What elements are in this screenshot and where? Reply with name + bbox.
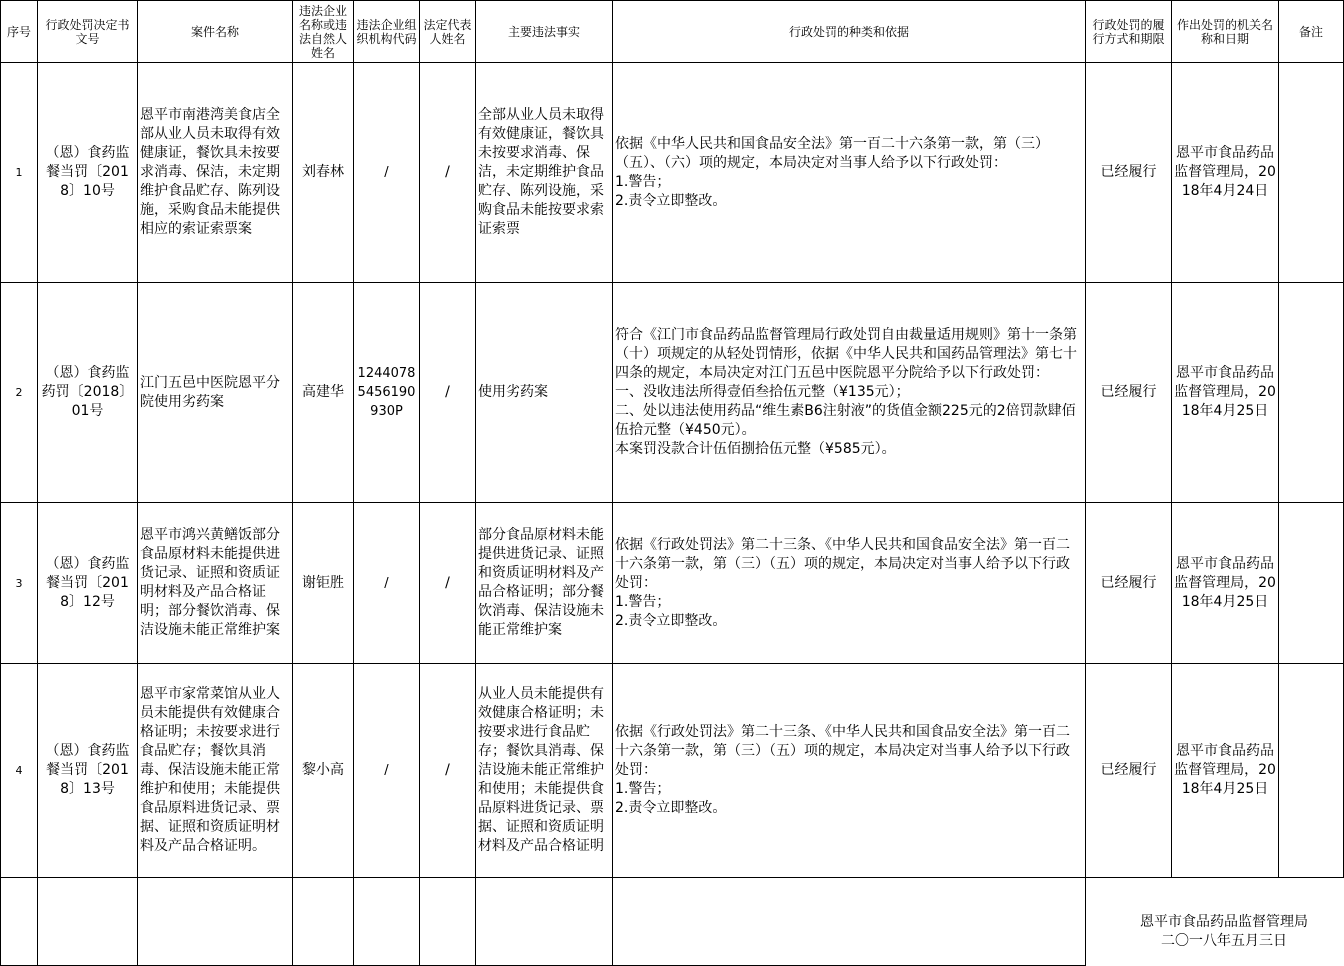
header-penalty: 行政处罚的种类和依据 — [613, 1, 1086, 63]
cell-legal-rep: / — [420, 664, 476, 878]
cell-org-code: 12440785456190930P — [354, 283, 420, 503]
cell-case-name: 恩平市家常菜馆从业人员未能提供有效健康合格证明；未按要求进行食品贮存；餐饮具消毒、保洁设施未能正常维护和使用；未能提供食品原料进货记录、票据、证照和资质证明材料及产品合格证明。 — [138, 664, 293, 878]
cell-seq: 4 — [1, 664, 38, 878]
header-remark: 备注 — [1279, 1, 1344, 63]
cell-legal-rep: / — [420, 283, 476, 503]
header-execution: 行政处罚的履行方式和期限 — [1086, 1, 1172, 63]
cell-party: 高建华 — [293, 283, 354, 503]
blank-cell — [613, 878, 1086, 966]
cell-penalty: 依据《行政处罚法》第二十三条、《中华人民共和国食品安全法》第一百二十六条第一款，第（三）（五）项的规定，本局决定对当事人给予以下行政处罚： 1.警告； 2.责令立即整改。 — [613, 503, 1086, 664]
header-org-code: 违法企业组织机构代码 — [354, 1, 420, 63]
cell-authority: 恩平市食品药品监督管理局，2018年4月25日 — [1172, 283, 1279, 503]
cell-doc-no: （恩）食药监餐当罚〔2018〕13号 — [38, 664, 138, 878]
cell-remark — [1279, 283, 1344, 503]
cell-seq: 2 — [1, 283, 38, 503]
cell-party: 刘春林 — [293, 63, 354, 283]
blank-cell — [476, 878, 613, 966]
cell-legal-rep: / — [420, 503, 476, 664]
blank-cell — [354, 878, 420, 966]
header-doc-no: 行政处罚决定书文号 — [38, 1, 138, 63]
blank-cell — [1, 878, 38, 966]
blank-cell — [38, 878, 138, 966]
table-row — [1, 503, 1344, 664]
cell-party: 黎小高 — [293, 664, 354, 878]
footer-issuer: 恩平市食品药品监督管理局 — [1140, 914, 1308, 930]
cell-facts: 部分食品原材料未能提供进货记录、证照和资质证明材料及产品合格证明；部分餐饮消毒、保洁设施未能正常维护案 — [476, 503, 613, 664]
cell-facts: 从业人员未能提供有效健康合格证明；未按要求进行食品贮存；餐饮具消毒、保洁设施未能正常维护和使用；未能提供食品原料进货记录、票据、证照和资质证明材料及产品合格证明 — [476, 664, 613, 878]
cell-remark — [1279, 63, 1344, 283]
header-authority: 作出处罚的机关名称和日期 — [1172, 1, 1279, 63]
cell-facts: 使用劣药案 — [476, 283, 613, 503]
blank-cell — [293, 878, 354, 966]
cell-authority: 恩平市食品药品监督管理局，2018年4月24日 — [1172, 63, 1279, 283]
cell-org-code: / — [354, 664, 420, 878]
header-seq: 序号 — [1, 1, 38, 63]
cell-facts: 全部从业人员未取得有效健康证，餐饮具未按要求消毒、保洁，未定期维护食品贮存、陈列设施，采购食品未能按要求索证索票 — [476, 63, 613, 283]
cell-penalty: 依据《行政处罚法》第二十三条、《中华人民共和国食品安全法》第一百二十六条第一款，第（三）（五）项的规定，本局决定对当事人给予以下行政处罚： 1.警告； 2.责令立即整改。 — [613, 664, 1086, 878]
cell-legal-rep: / — [420, 63, 476, 283]
table-row — [1, 664, 1344, 878]
table-row — [1, 63, 1344, 283]
footer-date: 二〇一八年五月三日 — [1161, 933, 1287, 949]
cell-party: 谢钜胜 — [293, 503, 354, 664]
table-row — [1, 283, 1344, 503]
cell-doc-no: （恩）食药监药罚〔2018〕01号 — [38, 283, 138, 503]
cell-remark — [1279, 503, 1344, 664]
cell-authority: 恩平市食品药品监督管理局，2018年4月25日 — [1172, 664, 1279, 878]
cell-seq: 1 — [1, 63, 38, 283]
header-row — [1, 1, 1344, 63]
cell-execution: 已经履行 — [1086, 63, 1172, 283]
blank-cell — [420, 878, 476, 966]
cell-org-code: / — [354, 503, 420, 664]
cell-penalty: 依据《中华人民共和国食品安全法》第一百二十六条第一款，第（三）（五）、（六）项的规定，本局决定对当事人给予以下行政处罚： 1.警告； 2.责令立即整改。 — [613, 63, 1086, 283]
header-facts: 主要违法事实 — [476, 1, 613, 63]
cell-doc-no: （恩）食药监餐当罚〔2018〕12号 — [38, 503, 138, 664]
footer-signature — [1140, 913, 1308, 951]
cell-seq: 3 — [1, 503, 38, 664]
cell-remark — [1279, 664, 1344, 878]
blank-cell — [138, 878, 293, 966]
cell-execution: 已经履行 — [1086, 664, 1172, 878]
cell-execution: 已经履行 — [1086, 503, 1172, 664]
cell-doc-no: （恩）食药监餐当罚〔2018〕10号 — [38, 63, 138, 283]
header-legal-rep: 法定代表人姓名 — [420, 1, 476, 63]
cell-org-code: / — [354, 63, 420, 283]
cell-case-name: 江门五邑中医院恩平分院使用劣药案 — [138, 283, 293, 503]
cell-authority: 恩平市食品药品监督管理局，2018年4月25日 — [1172, 503, 1279, 664]
cell-execution: 已经履行 — [1086, 283, 1172, 503]
header-party: 违法企业名称或违法自然人姓名 — [293, 1, 354, 63]
cell-case-name: 恩平市鸿兴黄鳝饭部分食品原材料未能提供进货记录、证照和资质证明材料及产品合格证明；部分餐饮消毒、保洁设施未能正常维护案 — [138, 503, 293, 664]
cell-case-name: 恩平市南港湾美食店全部从业人员未取得有效健康证，餐饮具未按要求消毒、保洁，未定期维护食品贮存、陈列设施，采购食品未能提供相应的索证索票案 — [138, 63, 293, 283]
cell-penalty: 符合《江门市食品药品监督管理局行政处罚自由裁量适用规则》第十一条第（十）项规定的从轻处罚情形，依据《中华人民共和国药品管理法》第七十四条的规定，本局决定对江门五邑中医院恩平分院给予以下行政处罚： 一、没收违法所得壹佰叁拾伍元整（¥135元）； 二、处以违法使用药品“维生素B6注射液”的货值金额225元的2倍罚款肆佰伍拾元整（¥450元）。 本案罚没款合计伍佰捌拾伍元整（¥585元）。 — [613, 283, 1086, 503]
header-case-name: 案件名称 — [138, 1, 293, 63]
